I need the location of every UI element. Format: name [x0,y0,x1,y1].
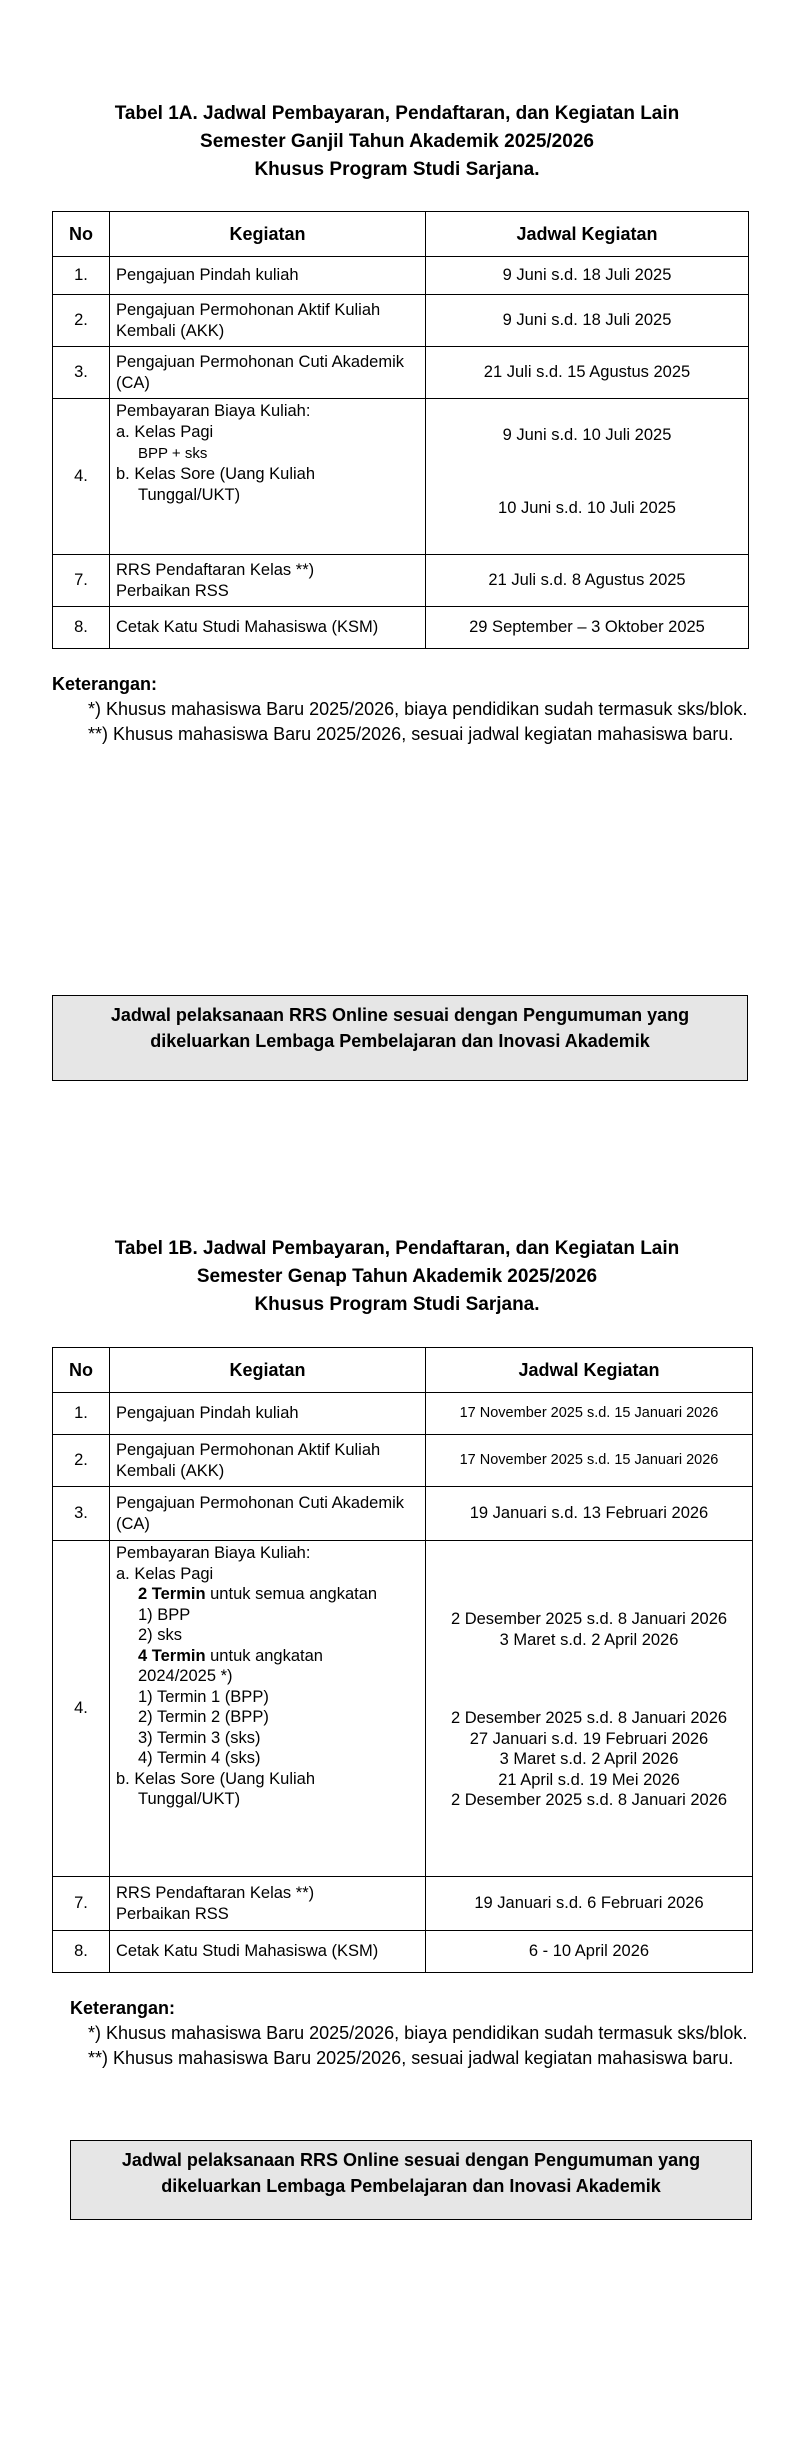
header-kegiatan: Kegiatan [110,212,426,257]
notes-heading: Keterangan: [52,674,158,694]
kegiatan-cell: Pengajuan Pindah kuliah [110,257,426,295]
jadwal-cell: 21 Juli s.d. 15 Agustus 2025 [426,347,749,399]
kegiatan-cell: Cetak Katu Studi Mahasiswa (KSM) [110,607,426,649]
jadwal-cell: 17 November 2025 s.d. 15 Januari 2026 [426,1393,753,1435]
table-b-section [0,1235,794,1319]
rrs-online-notice-a: Jadwal pelaksanaan RRS Online sesuai dengan Pengumuman yang dikeluarkan Lembaga Pembelajaran dan Inovasi Akademik [52,995,748,1081]
jadwal-cell: 29 September – 3 Oktober 2025 [426,607,749,649]
kegiatan-cell: Pengajuan Pindah kuliah [110,1393,426,1435]
note-2: **) Khusus mahasiswa Baru 2025/2026, sesuai jadwal kegiatan mahasiswa baru. [88,724,734,744]
table-header-row [53,1348,753,1393]
table-row: 4. Pembayaran Biaya Kuliah: a. Kelas Pagi 2 Termin untuk semua angkatan 1) BPP 2) sks 4 Termin untuk angkatan 2024/2025 *) 1) Termin 1 (BPP) 2) Termin 2 (BPP) 3) Termin 3 (sks) 4) Termin 4 (sks) b. Kelas Sore (Uang Kuliah Tunggal/UKT) 2 Desember 2025 s.d. 8 Januari 2026 3 Maret s.d. 2 April 2026 2 Desember 2025 s.d. 8 Januari 2026 27 Januari s.d. 19 Februari 2026 3 Maret s.d. 2 April 2026 21 April s.d. 19 Mei 2026 2 Desember 2025 s.d. 8 Januari 2026 [53,1541,753,1877]
kegiatan-cell: Pembayaran Biaya Kuliah: a. Kelas Pagi 2 Termin untuk semua angkatan 1) BPP 2) sks 4 Termin untuk angkatan 2024/2025 *) 1) Termin 1 (BPP) 2) Termin 2 (BPP) 3) Termin 3 (sks) 4) Termin 4 (sks) b. Kelas Sore (Uang Kuliah Tunggal/UKT) [110,1541,426,1877]
jadwal-cell: 9 Juni s.d. 18 Juli 2025 [426,257,749,295]
header-kegiatan: Kegiatan [110,1348,426,1393]
table-row: 8. Cetak Katu Studi Mahasiswa (KSM) 6 - 10 April 2026 [53,1931,753,1973]
table-row: 7. RRS Pendaftaran Kelas **) Perbaikan RSS 19 Januari s.d. 6 Februari 2026 [53,1877,753,1931]
table-a-notes [52,672,748,747]
table-b-notes [70,1996,748,2071]
table-row: 2. Pengajuan Permohonan Aktif Kuliah Kembali (AKK) 17 November 2025 s.d. 15 Januari 2026 [53,1435,753,1487]
table-row: 1. Pengajuan Pindah kuliah 9 Juni s.d. 18 Juli 2025 [53,257,749,295]
table-row: 4. Pembayaran Biaya Kuliah: a. Kelas Pagi BPP + sks b. Kelas Sore (Uang Kuliah Tunggal/UKT) 9 Juni s.d. 10 Juli 2025 10 Juni s.d. 10 Juli 2025 [53,399,749,555]
header-jadwal: Jadwal Kegiatan [426,1348,753,1393]
jadwal-cell: 19 Januari s.d. 13 Februari 2026 [426,1487,753,1541]
note-1: *) Khusus mahasiswa Baru 2025/2026, biaya pendidikan sudah termasuk sks/blok. [88,699,748,719]
kegiatan-cell: RRS Pendaftaran Kelas **) Perbaikan RSS [110,1877,426,1931]
kegiatan-cell: Pengajuan Permohonan Aktif Kuliah Kembali (AKK) [110,295,426,347]
notes-heading: Keterangan: [70,1998,176,2018]
kegiatan-cell: Pengajuan Permohonan Aktif Kuliah Kembali (AKK) [110,1435,426,1487]
table-row: 1. Pengajuan Pindah kuliah 17 November 2025 s.d. 15 Januari 2026 [53,1393,753,1435]
table-row: 7. RRS Pendaftaran Kelas **) Perbaikan RSS 21 Juli s.d. 8 Agustus 2025 [53,555,749,607]
jadwal-cell: 17 November 2025 s.d. 15 Januari 2026 [426,1435,753,1487]
jadwal-cell: 2 Desember 2025 s.d. 8 Januari 2026 3 Maret s.d. 2 April 2026 2 Desember 2025 s.d. 8 Januari 2026 27 Januari s.d. 19 Februari 2026 3 Maret s.d. 2 April 2026 21 April s.d. 19 Mei 2026 2 Desember 2025 s.d. 8 Januari 2026 [426,1541,753,1877]
jadwal-cell: 6 - 10 April 2026 [426,1931,753,1973]
table-a-title: Tabel 1A. Jadwal Pembayaran, Pendaftaran, dan Kegiatan Lain Semester Ganjil Tahun Akademik 2025/2026 Khusus Program Studi Sarjana. [114,103,680,180]
header-no: No [53,1348,110,1393]
kegiatan-cell: Pengajuan Permohonan Cuti Akademik (CA) [110,1487,426,1541]
jadwal-cell: 21 Juli s.d. 8 Agustus 2025 [426,555,749,607]
table-b-title: Tabel 1B. Jadwal Pembayaran, Pendaftaran, dan Kegiatan Lain Semester Genap Tahun Akademik 2025/2026 Khusus Program Studi Sarjana. [114,1238,680,1315]
table-a-section [0,100,794,184]
kegiatan-cell: RRS Pendaftaran Kelas **) Perbaikan RSS [110,555,426,607]
schedule-table-a [52,211,749,649]
header-jadwal: Jadwal Kegiatan [426,212,749,257]
rrs-online-notice-b: Jadwal pelaksanaan RRS Online sesuai dengan Pengumuman yang dikeluarkan Lembaga Pembelajaran dan Inovasi Akademik [70,2140,752,2220]
kegiatan-cell: Pengajuan Permohonan Cuti Akademik (CA) [110,347,426,399]
note-1: *) Khusus mahasiswa Baru 2025/2026, biaya pendidikan sudah termasuk sks/blok. [88,2023,748,2043]
note-2: **) Khusus mahasiswa Baru 2025/2026, sesuai jadwal kegiatan mahasiswa baru. [88,2048,734,2068]
table-header-row [53,212,749,257]
table-row: 3. Pengajuan Permohonan Cuti Akademik (CA) 21 Juli s.d. 15 Agustus 2025 [53,347,749,399]
table-row: 2. Pengajuan Permohonan Aktif Kuliah Kembali (AKK) 9 Juni s.d. 18 Juli 2025 [53,295,749,347]
schedule-table-b [52,1347,753,1973]
table-row: 8. Cetak Katu Studi Mahasiswa (KSM) 29 September – 3 Oktober 2025 [53,607,749,649]
table-row: 3. Pengajuan Permohonan Cuti Akademik (CA) 19 Januari s.d. 13 Februari 2026 [53,1487,753,1541]
kegiatan-cell: Pembayaran Biaya Kuliah: a. Kelas Pagi BPP + sks b. Kelas Sore (Uang Kuliah Tunggal/UKT) [110,399,426,555]
jadwal-cell: 9 Juni s.d. 10 Juli 2025 10 Juni s.d. 10 Juli 2025 [426,399,749,555]
kegiatan-cell: Cetak Katu Studi Mahasiswa (KSM) [110,1931,426,1973]
jadwal-cell: 19 Januari s.d. 6 Februari 2026 [426,1877,753,1931]
header-no: No [53,212,110,257]
jadwal-cell: 9 Juni s.d. 18 Juli 2025 [426,295,749,347]
